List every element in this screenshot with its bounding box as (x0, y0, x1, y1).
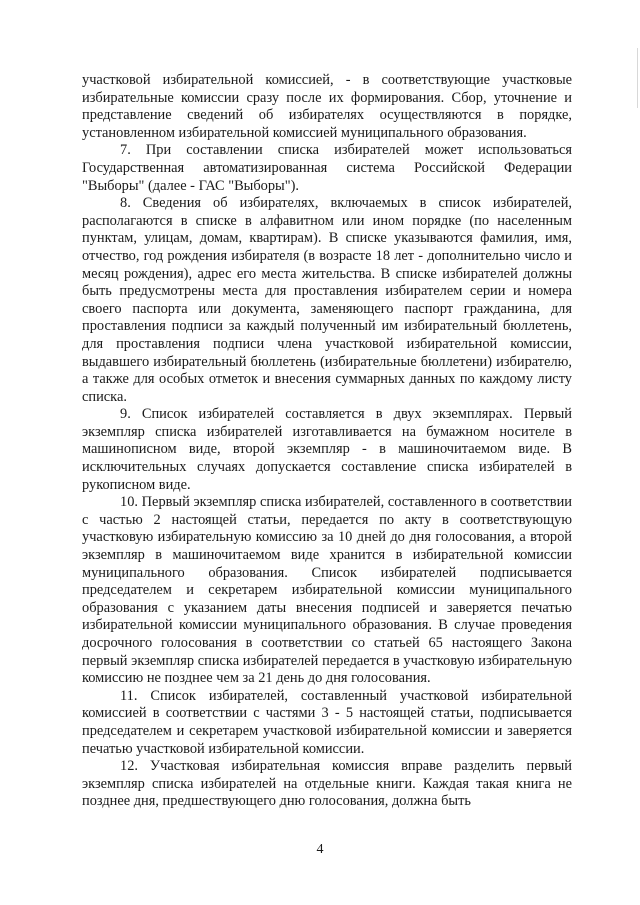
scan-edge-mark (637, 48, 638, 108)
paragraph-7: 7. При составлении списка избирателей может использоваться Государственная автоматизированная система Российской Федерации "Выборы" (далее - ГАС "Выборы"). (82, 142, 572, 194)
paragraph-10: 10. Первый экземпляр списка избирателей, составленного в соответствии с частью 2 настоящей статьи, передается по акту в соответствующую участковую избирательную комиссию за 10 дней до дня голосования, а второй экземпляр в машиночитаемом виде хранится в избирательной комиссии муниципального образования. Список избирателей подписывается председателем и секретарем избирательной комиссии муниципального образования с указанием даты внесения подписей и заверяется печатью избирательной комиссии муниципального образования. В случае проведения досрочного голосования в соответствии со статьей 65 настоящего Закона первый экземпляр списка избирателей передается в участковую избирательную комиссию не позднее чем за 21 день до дня голосования. (82, 494, 572, 687)
document-body (82, 72, 572, 811)
paragraph-11: 11. Список избирателей, составленный участковой избирательной комиссией в соответствии с частями 3 - 5 настоящей статьи, подписывается председателем и секретарем участковой избирательной комиссии и заверяется печатью участковой избирательной комиссии. (82, 687, 572, 757)
paragraph-9: 9. Список избирателей составляется в двух экземплярах. Первый экземпляр списка избирателей изготавливается на бумажном носителе в машинописном виде, второй экземпляр - в машиночитаемом виде. В исключительных случаях допускается составление списка избирателей в рукописном виде. (82, 406, 572, 493)
paragraph-12: 12. Участковая избирательная комиссия вправе разделить первый экземпляр списка избирателей на отдельные книги. Каждая такая книга не позднее дня, предшествующего дню голосования, должна быть (82, 758, 572, 810)
page-number: 4 (316, 842, 324, 857)
paragraph-continuation: участковой избирательной комиссией, - в соответствующие участковые избирательные комиссии сразу после их формирования. Сбор, уточнение и представление сведений об избирателях осуществляются в порядке, установленном избирательной комиссией муниципального образования. (82, 72, 572, 141)
paragraph-8: 8. Сведения об избирателях, включаемых в список избирателей, располагаются в списке в алфавитном или ином порядке (по населенным пунктам, улицам, домам, квартирам). В списке указываются фамилия, имя, отчество, год рождения избирателя (в возрасте 18 лет - дополнительно число и месяц рождения), адрес его места жительства. В списке избирателей должны быть предусмотрены места для проставления избирателем серии и номера своего паспорта или документа, заменяющего паспорт гражданина, для проставления подписи за каждый полученный им избирательный бюллетень, для проставления подписи члена участковой избирательной комиссии, выдавшего избирательный бюллетень (избирательные бюллетени) избирателю, а также для особых отметок и внесения суммарных данных по каждому листу списка. (82, 195, 572, 405)
